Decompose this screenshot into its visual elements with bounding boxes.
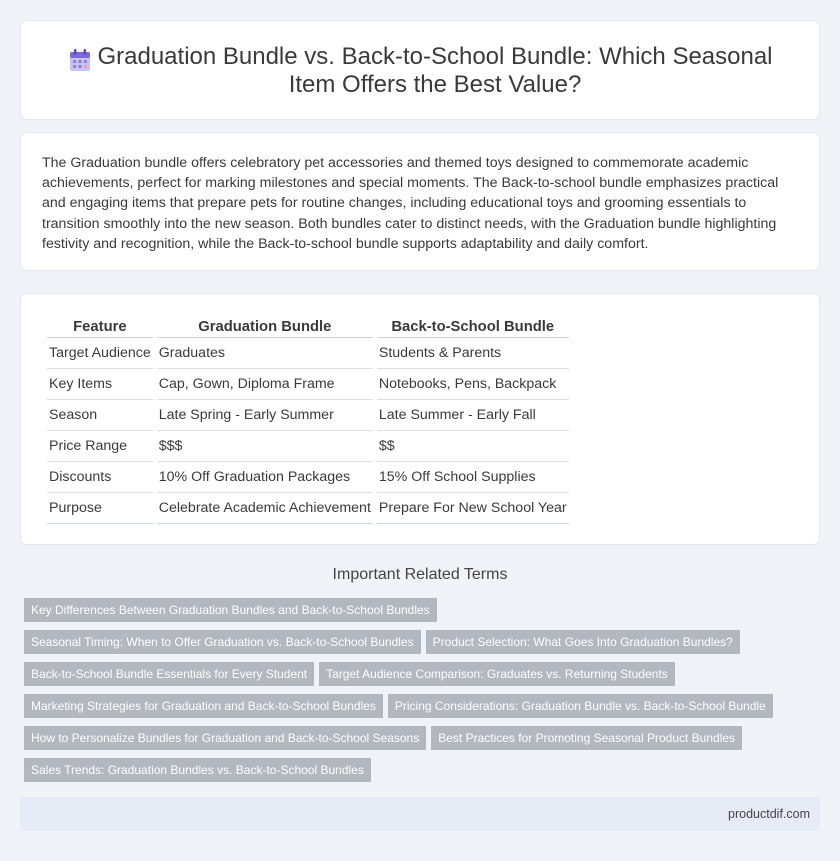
table-cell: Discounts: [47, 462, 153, 493]
title-card: [20, 20, 820, 120]
table-row: [47, 462, 569, 493]
related-term-link[interactable]: How to Personalize Bundles for Graduation and Back-to-School Seasons: [24, 726, 426, 750]
header-back-to-school: Back-to-School Bundle: [377, 314, 569, 338]
related-term-link[interactable]: Seasonal Timing: When to Offer Graduation vs. Back-to-School Bundles: [24, 630, 421, 654]
tag-row: [24, 662, 824, 694]
page-title: Graduation Bundle vs. Back-to-School Bundle: Which Seasonal Item Offers the Best Value?: [97, 43, 773, 98]
related-term-link[interactable]: Key Differences Between Graduation Bundles and Back-to-School Bundles: [24, 598, 437, 622]
tag-row: [24, 598, 824, 630]
tag-row: [24, 758, 824, 790]
table-cell: $$$: [157, 431, 373, 462]
table-cell: 15% Off School Supplies: [377, 462, 569, 493]
table-row: [47, 369, 569, 400]
table-cell: $$: [377, 431, 569, 462]
table-cell: Late Summer - Early Fall: [377, 400, 569, 431]
table-cell: Key Items: [47, 369, 153, 400]
table-cell: Notebooks, Pens, Backpack: [377, 369, 569, 400]
table-row: [47, 400, 569, 431]
table-cell: Price Range: [47, 431, 153, 462]
tag-row: [24, 694, 824, 726]
related-term-link[interactable]: Sales Trends: Graduation Bundles vs. Back-to-School Bundles: [24, 758, 371, 782]
footer-site-link[interactable]: productdif.com: [728, 807, 810, 821]
related-term-link[interactable]: Marketing Strategies for Graduation and Back-to-School Bundles: [24, 694, 383, 718]
related-term-link[interactable]: Best Practices for Promoting Seasonal Product Bundles: [431, 726, 742, 750]
table-cell: Season: [47, 400, 153, 431]
related-term-link[interactable]: Back-to-School Bundle Essentials for Every Student: [24, 662, 314, 686]
tag-row: [24, 726, 824, 758]
header-graduation: Graduation Bundle: [157, 314, 373, 338]
table-cell: Prepare For New School Year: [377, 493, 569, 524]
header-feature: Feature: [47, 314, 153, 338]
table-cell: 10% Off Graduation Packages: [157, 462, 373, 493]
comparison-card: [20, 293, 820, 545]
related-terms-heading: Important Related Terms: [332, 566, 508, 583]
description-text: The Graduation bundle offers celebratory pet accessories and themed toys designed to commemorate academic achievements, perfect for marking milestones and special moments. The Back-to-school bundle emphasizes practical and engaging items that prepare pets for routine changes, including educational toys and grooming essentials to transition smoothly into the new season. Both bundles cater to distinct needs, with the Graduation bundle highlighting festivity and recognition, while the Back-to-school bundle supports adaptability and daily comfort.: [42, 155, 779, 252]
table-cell: Celebrate Academic Achievement: [157, 493, 373, 524]
tag-row: [24, 630, 824, 662]
related-terms-list: [24, 598, 824, 790]
comparison-table: [43, 314, 573, 524]
related-term-link[interactable]: Product Selection: What Goes Into Graduation Bundles?: [426, 630, 740, 654]
table-cell: Late Spring - Early Summer: [157, 400, 373, 431]
related-term-link[interactable]: Target Audience Comparison: Graduates vs. Returning Students: [319, 662, 675, 686]
table-row: [47, 493, 569, 524]
table-row: [47, 338, 569, 369]
table-cell: Purpose: [47, 493, 153, 524]
description-card: [20, 132, 820, 271]
table-cell: Cap, Gown, Diploma Frame: [157, 369, 373, 400]
table-row: [47, 431, 569, 462]
table-cell: Graduates: [157, 338, 373, 369]
table-cell: Students & Parents: [377, 338, 569, 369]
related-term-link[interactable]: Pricing Considerations: Graduation Bundle vs. Back-to-School Bundle: [388, 694, 773, 718]
table-cell: Target Audience: [47, 338, 153, 369]
footer: [20, 797, 820, 831]
table-header-row: [47, 314, 569, 338]
